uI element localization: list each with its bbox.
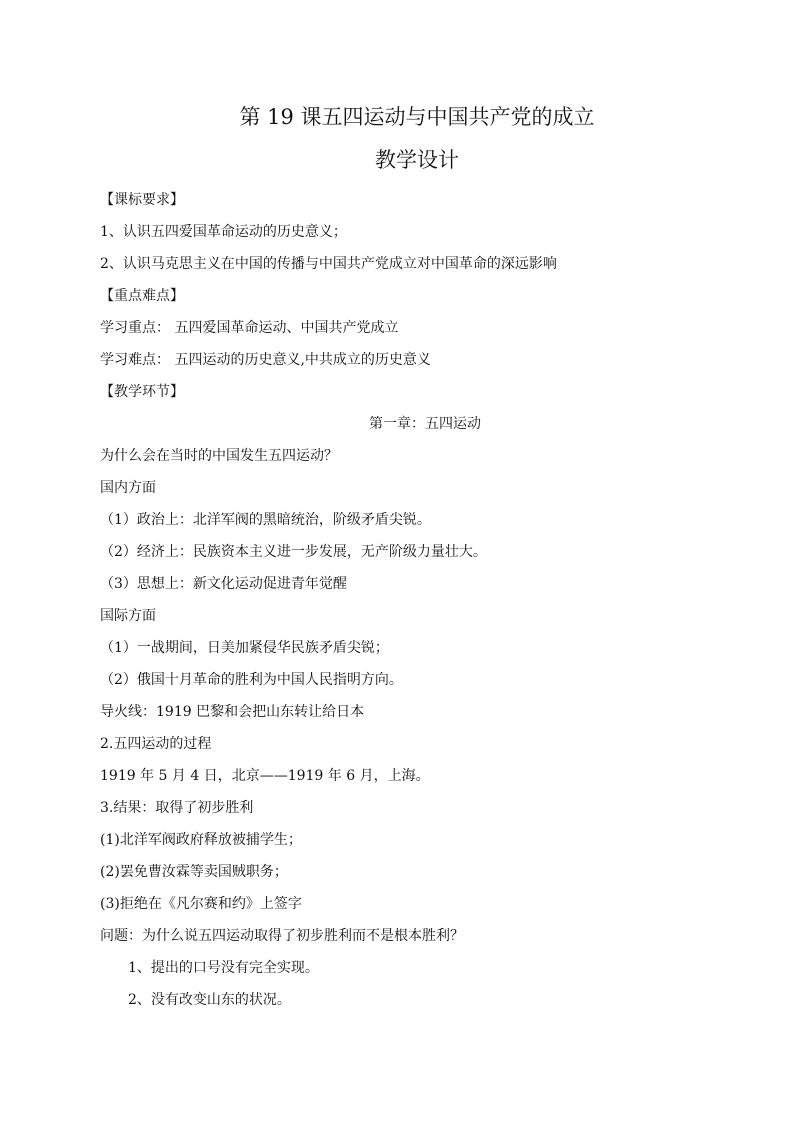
- body-line: 导火线：1919 巴黎和会把山东转让给日本: [100, 704, 365, 720]
- body-line: 【重点难点】: [100, 288, 184, 304]
- body-line: 1、提出的口号没有完全实现。: [128, 960, 319, 976]
- body-line: （1）一战期间，日美加紧侵华民族矛盾尖锐；: [100, 640, 389, 656]
- document-body: [100, 184, 720, 1016]
- document-subtitle: 教学设计: [375, 148, 459, 172]
- body-line: （3）思想上：新文化运动促进青年觉醒: [100, 576, 347, 592]
- body-line: 2.五四运动的过程: [100, 736, 212, 752]
- body-line: 2、没有改变山东的状况。: [128, 992, 291, 1008]
- body-line: 1、认识五四爱国革命运动的历史意义；: [100, 224, 347, 240]
- body-line: （2）俄国十月革命的胜利为中国人民指明方向。: [100, 672, 403, 688]
- document-title: 第 19 课五四运动与中国共产党的成立: [239, 105, 595, 129]
- body-line: 国内方面: [100, 480, 156, 496]
- body-line: 3.结果：取得了初步胜利: [100, 800, 254, 816]
- body-line: 学习难点： 五四运动的历史意义,中共成立的历史意义: [100, 352, 431, 368]
- body-line: 为什么会在当时的中国发生五四运动？: [100, 448, 338, 464]
- body-line: 国际方面: [100, 608, 156, 624]
- body-line: （2）经济上：民族资本主义进一步发展，无产阶级力量壮大。: [100, 544, 487, 560]
- body-line: (3)拒绝在《凡尔赛和约》上签字: [100, 896, 302, 912]
- body-line: (1)北洋军阀政府释放被捕学生；: [100, 832, 302, 848]
- body-line: 【课标要求】: [100, 192, 184, 208]
- body-line: 第一章：五四运动: [369, 416, 481, 432]
- body-line: 问题：为什么说五四运动取得了初步胜利而不是根本胜利？: [100, 928, 464, 944]
- body-line: 2、认识马克思主义在中国的传播与中国共产党成立对中国革命的深远影响: [100, 256, 557, 272]
- body-line: 【教学环节】: [100, 384, 184, 400]
- body-line: 学习重点： 五四爱国革命运动、中国共产党成立: [100, 320, 399, 336]
- body-line: (2)罢免曹汝霖等卖国贼职务；: [100, 864, 288, 880]
- body-line: （1）政治上：北洋军阀的黑暗统治，阶级矛盾尖锐。: [100, 512, 431, 528]
- body-line: 1919 年 5 月 4 日，北京——1919 年 6 月，上海。: [100, 768, 430, 784]
